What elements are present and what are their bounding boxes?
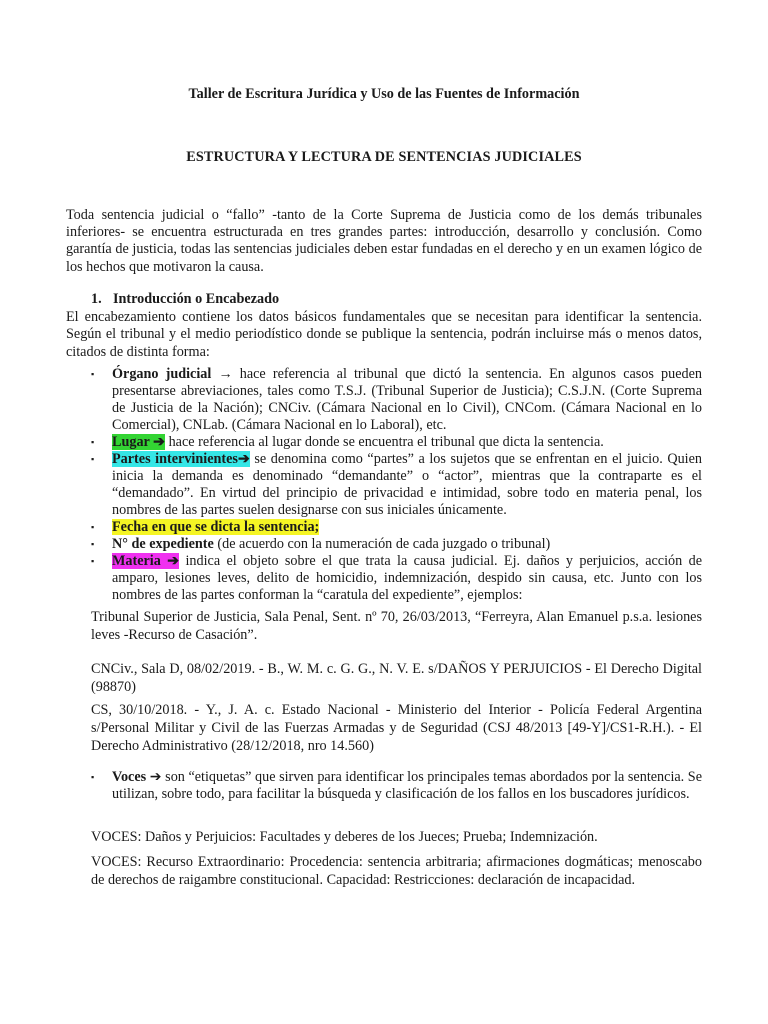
list-item-materia: [91, 553, 702, 604]
bullet-marker: ▪: [91, 539, 95, 549]
section-1-heading: [91, 291, 279, 308]
term-voces: Voces: [112, 769, 150, 785]
term-materia-highlight: [112, 553, 179, 569]
item-text: hace referencia al lugar donde se encuentra el tribunal que dicta la sentencia.: [165, 434, 604, 450]
document-subtitle: ESTRUCTURA Y LECTURA DE SENTENCIAS JUDICIALES: [186, 149, 582, 165]
voces-list: [91, 769, 702, 803]
item-text: hace referencia al tribunal que dictó la sentencia. En algunos casos pueden presentarse abreviaciones, tales como T.S.J. (Tribunal Superior de Justicia); C.S.J.N. (Corte Suprema de Justicia de la Nación); CNCiv. (Cámara Nacional en lo Civil), CNCom. (Cámara Nacional en lo Comercial), CNLab. (Cámara Nacional en lo Laboral), etc.: [112, 366, 702, 433]
bullet-marker: ▪: [91, 454, 95, 464]
list-item-expediente: [91, 536, 702, 553]
arrow-icon: ➔: [237, 451, 250, 467]
voces-example-1: VOCES: Daños y Perjuicios: Facultades y deberes de los Jueces; Prueba; Indemnización.: [91, 829, 598, 845]
arrow-icon: ➔: [149, 769, 162, 785]
bullet-marker: ▪: [91, 556, 95, 566]
list-item-organo: [91, 366, 702, 434]
example-3: CS, 30/10/2018. - Y., J. A. c. Estado Nacional - Ministerio del Interior - Policía Federal Argentina s/Personal Militar y Civil de las Fuerzas Armadas y de Seguridad (CSJ 48/2013 [49-Y]/CS1-R.H.). - El Derecho Administrativo (28/12/2018, nro 14.560): [91, 702, 702, 754]
arrow-icon: →: [218, 366, 233, 382]
item-text: son “etiquetas” que sirven para identificar los principales temas abordados por la sentencia. Se utilizan, sobre todo, para facilitar la búsqueda y clasificación de los fallos en los buscadores jurídicos.: [112, 769, 702, 802]
section-1-paragraph: El encabezamiento contiene los datos básicos fundamentales que se necesitan para identificar la sentencia. Según el tribunal y el medio periodístico donde se publique la sentencia, podrán incluirse más o menos datos, citados de distinta forma:: [66, 309, 702, 360]
section-title: Introducción o Encabezado: [113, 291, 280, 307]
item-text: indica el objeto sobre el que trata la causa judicial. Ej. daños y perjuicios, acción de amparo, lesiones leves, delito de homicidio, indemnización, despido sin causa, etc. Junto con los nombres de las partes conforman la “caratula del expediente”, ejemplos:: [112, 553, 702, 603]
voces-example-2: VOCES: Recurso Extraordinario: Procedencia: sentencia arbitraria; afirmaciones dogmáticas; menoscabo de derechos de raigambre constitucional. Capacidad: Restricciones: declaración de incapacidad.: [91, 854, 702, 888]
example-2: CNCiv., Sala D, 08/02/2019. - B., W. M. c. G. G., N. V. E. s/DAÑOS Y PERJUICIOS - El Derecho Digital (98870): [91, 661, 702, 695]
term-lugar: Lugar: [112, 434, 154, 450]
bullet-marker: ▪: [91, 772, 95, 782]
example-1: Tribunal Superior de Justicia, Sala Penal, Sent. nº 70, 26/03/2013, “Ferreyra, Alan Emanuel p.s.a. lesiones leves -Recurso de Casación”.: [91, 609, 702, 643]
term-expediente: N° de expediente: [112, 536, 214, 552]
term-partes-highlight: [112, 451, 250, 467]
list-item-lugar: [91, 434, 702, 451]
item-text: (de acuerdo con la numeración de cada juzgado o tribunal): [213, 536, 551, 552]
bullet-marker: ▪: [91, 522, 95, 532]
list-item-fecha: [91, 519, 702, 536]
term-organo: Órgano judicial: [112, 366, 212, 382]
bullet-marker: ▪: [91, 369, 95, 379]
intro-paragraph: Toda sentencia judicial o “fallo” -tanto de la Corte Suprema de Justicia como de los demás tribunales inferiores- se encuentra estructurada en tres grandes partes: introducción, desarrollo y conclusión. Como garantía de justicia, todas las sentencias judiciales deben estar fundadas en el derecho y en un examen lógico de los hechos que motivaron la causa.: [66, 207, 702, 275]
header-elements-list: [91, 366, 702, 604]
item-text: se denomina como “partes” a los sujetos que se enfrentan en el juicio. Quien inicia la demanda es denominado “demandante” o “actor”, mientras que la contraparte es el “demandado”. En virtud del principio de privacidad e intimidad, sobre todo en materia penal, los nombres de las partes suelen designarse con sus iniciales únicamente.: [112, 451, 702, 518]
term-materia: Materia: [112, 553, 168, 569]
bullet-marker: ▪: [91, 437, 95, 447]
arrow-icon: ➔: [153, 434, 166, 450]
document-title: Taller de Escritura Jurídica y Uso de las Fuentes de Información: [188, 86, 580, 102]
term-partes: Partes intervinientes: [112, 451, 238, 467]
term-lugar-highlight: [112, 434, 165, 450]
term-fecha: Fecha en que se dicta la sentencia;: [112, 519, 320, 535]
section-number: 1.: [91, 291, 102, 307]
list-item-partes: [91, 451, 702, 519]
arrow-icon: ➔: [167, 553, 180, 569]
list-item-voces: [91, 769, 702, 803]
